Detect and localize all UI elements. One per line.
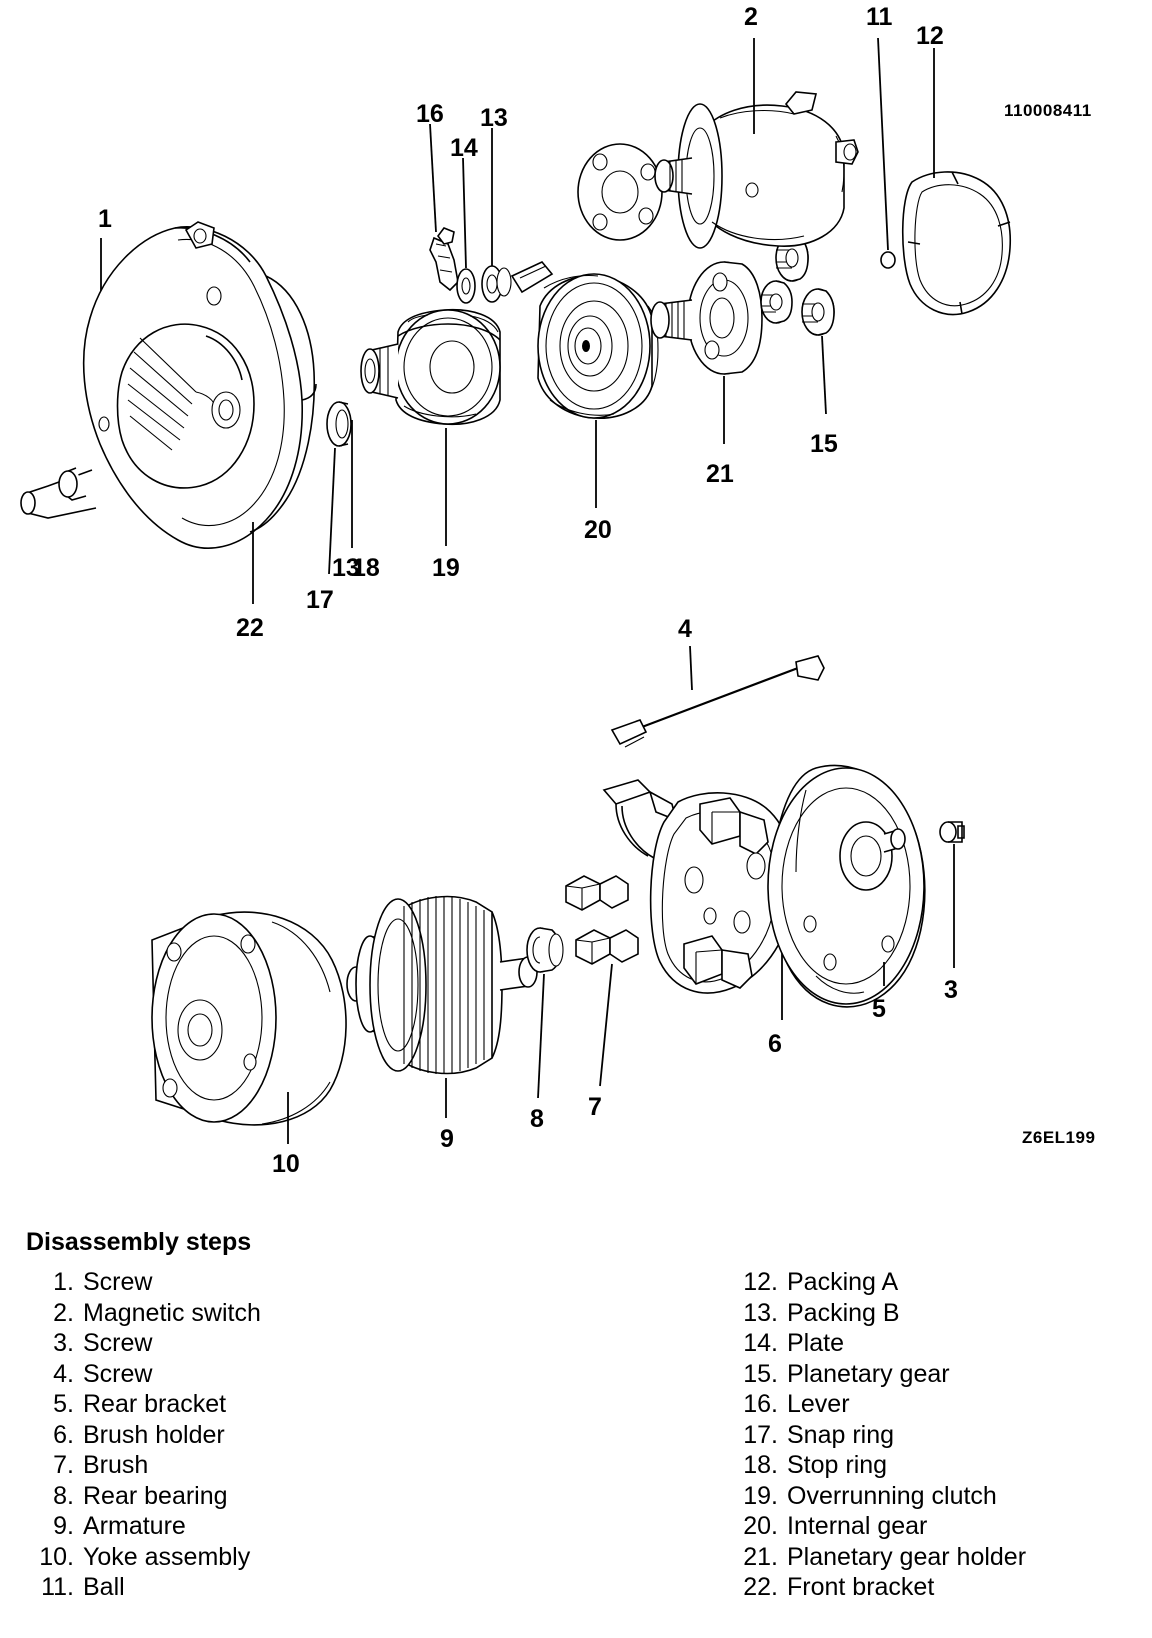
legend-item-label: Packing A [787,1268,899,1296]
part-packing-flange [578,144,662,240]
callout-2: 2 [744,3,758,31]
legend-item [730,1572,1152,1603]
callout-6: 6 [768,1030,782,1058]
legend-item-number: 8. [53,1481,74,1510]
legend-item [30,1542,510,1573]
part-internal-gear-20 [538,274,658,508]
callout-14: 14 [450,134,478,162]
legend-item-number: 11. [41,1573,74,1601]
callout-19: 19 [432,554,460,582]
legend-item-number: 16. [743,1390,778,1418]
callout-13-bottom: 13 [332,554,360,582]
callout-10: 10 [272,1150,300,1178]
legend-item-label: Rear bearing [83,1481,228,1510]
part-ball-11 [878,38,895,268]
callout-12: 12 [916,22,944,50]
legend-item [30,1359,510,1390]
part-front-bracket-22 [21,222,316,604]
callout-9: 9 [440,1125,454,1153]
part-screw-4 [612,646,824,747]
legend-item-number: 20. [743,1512,778,1540]
legend-item-number: 15. [743,1359,778,1388]
callout-20: 20 [584,516,612,544]
part-yoke-assembly-10 [152,912,346,1144]
legend-item-number: 18. [743,1451,778,1479]
legend-item-label: Snap ring [787,1420,895,1449]
legend-item-label: Brush holder [83,1420,225,1449]
legend-item-number: 5. [53,1390,74,1418]
legend-item [30,1267,510,1298]
legend-item [730,1328,1152,1359]
legend-item [730,1359,1152,1390]
legend-item [730,1267,1152,1298]
legend-item [30,1298,510,1329]
part-snap-ring-17 [327,402,351,574]
legend-item-label: Plate [787,1329,844,1357]
legend-item [30,1420,510,1451]
legend-item-number: 2. [53,1298,74,1327]
legend-column-left [30,1267,510,1603]
legend-item [30,1481,510,1512]
part-lever-link [512,262,552,292]
legend-item-number: 13. [743,1298,778,1327]
callout-21: 21 [706,460,734,488]
callout-18: 18 [352,554,380,582]
legend-item-number: 9. [53,1512,74,1540]
legend-item [730,1450,1152,1481]
part-screw-3 [940,822,964,968]
legend-item [30,1450,510,1481]
part-planetary-gear-15 [761,235,834,414]
legend-item [730,1389,1152,1420]
legend-item [30,1389,510,1420]
callout-4: 4 [678,615,692,643]
legend-item-label: Front bracket [787,1573,935,1601]
callout-17: 17 [306,586,334,614]
callout-3: 3 [944,976,958,1004]
callout-13-top: 13 [480,104,508,132]
callout-7: 7 [588,1093,602,1121]
legend-item [730,1298,1152,1329]
legend-item-label: Packing B [787,1298,900,1327]
legend-item [30,1511,510,1542]
legend-item [730,1511,1152,1542]
legend-item-number: 10. [39,1542,74,1571]
legend-column-right [730,1267,1152,1603]
legend-item [730,1481,1152,1512]
legend-item-number: 1. [53,1268,74,1296]
legend-item-label: Planetary gear [787,1359,950,1388]
legend-item [30,1328,510,1359]
legend-item-label: Overrunning clutch [787,1481,997,1510]
legend-item-number: 6. [53,1420,74,1449]
legend-item-label: Stop ring [787,1451,888,1479]
legend-item-label: Screw [83,1268,153,1296]
legend-item-number: 17. [743,1420,778,1449]
legend-item-number: 7. [53,1451,74,1479]
callout-1: 1 [98,205,112,233]
legend-item-number: 3. [53,1329,74,1357]
legend-item-number: 19. [743,1481,778,1510]
part-plate-14 [457,158,475,303]
legend-item-label: Planetary gear holder [787,1542,1027,1571]
part-rear-bracket-5 [768,765,925,1006]
part-armature-9 [347,896,537,1118]
legend-item-label: Screw [83,1359,153,1388]
part-overrunning-clutch-19 [361,310,500,546]
legend-item-number: 22. [743,1573,778,1601]
legend-item-label: Magnetic switch [83,1298,261,1327]
legend-item-label: Rear bracket [83,1390,227,1418]
legend-item [730,1542,1152,1573]
callout-11: 11 [866,3,893,31]
drawing-code-top-right: 110008411 [1004,101,1092,120]
callout-15: 15 [810,430,838,458]
part-planetary-gear-holder-21 [651,262,762,444]
part-rear-bearing-8 [527,928,563,1098]
legend-item [730,1420,1152,1451]
part-packing-a-12 [903,48,1011,314]
legend-item-label: Armature [83,1512,186,1540]
drawing-code-bottom-right: Z6EL199 [1022,1128,1096,1147]
legend-item-label: Brush [83,1451,149,1479]
part-brush-7 [566,876,638,1086]
legend-item [30,1572,510,1603]
part-packing-b-13 [482,128,511,302]
disassembly-steps-legend [24,1228,1128,1601]
legend-item-label: Lever [787,1390,850,1418]
part-magnetic-switch-2 [655,38,858,248]
callout-22: 22 [236,614,264,642]
legend-item-label: Internal gear [787,1512,928,1540]
callout-5: 5 [872,995,886,1023]
legend-item-number: 12. [743,1268,778,1296]
legend-item-number: 21. [743,1542,778,1571]
callout-8: 8 [530,1105,544,1133]
legend-title: Disassembly steps [26,1228,252,1256]
legend-item-label: Yoke assembly [83,1542,251,1571]
legend-item-label: Screw [83,1329,153,1357]
legend-item-label: Ball [83,1573,125,1601]
part-brush-holder-6 [604,780,794,1020]
callout-16: 16 [416,100,444,128]
legend-item-number: 14. [743,1329,778,1357]
legend-item-number: 4. [53,1359,74,1388]
